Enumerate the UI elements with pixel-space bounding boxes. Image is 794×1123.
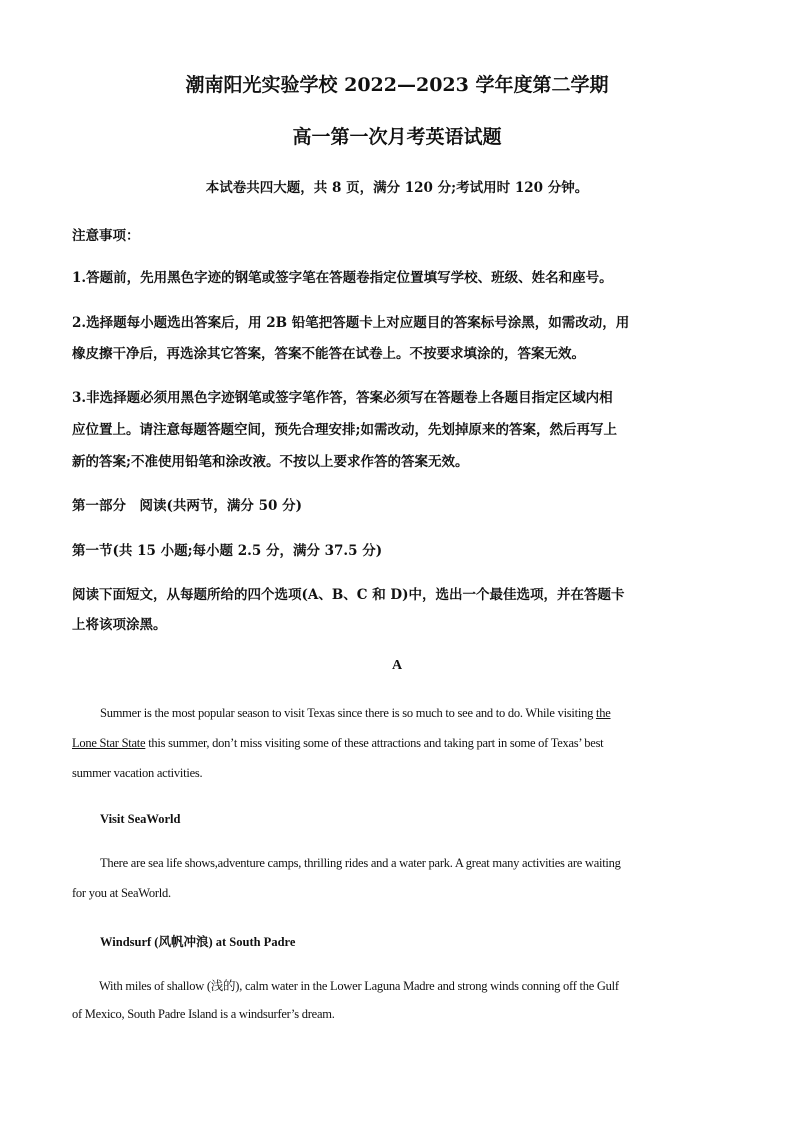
intro-text: Summer is the most popular season to visit Texas since there is so much to see and to do. While visiting — [100, 706, 596, 720]
passage-intro-line-2 — [72, 736, 724, 751]
passage-intro-line-1 — [72, 706, 724, 721]
notice-item-2-line-1: 2.选择题每小题选出答案后，用 2B 铅笔把答题卡上对应题目的答案标号涂黑，如需改动，用 — [72, 315, 630, 331]
windsurf-para-line-1: With miles of shallow (浅的), calm water in the Lower Laguna Madre and strong winds conning off the Gulf — [99, 979, 619, 993]
passage-intro-line-3: summer vacation activities. — [72, 766, 203, 780]
notice-item-3-line-1: 3.非选择题必须用黑色字迹钢笔或签字笔作答，答案必须写在答题卷上各题目指定区域内相 — [72, 390, 613, 406]
notice-heading: 注意事项： — [72, 228, 140, 244]
windsurf-para-line-2: of Mexico, South Padre Island is a windsurfer’s dream. — [72, 1007, 335, 1021]
heading-visit-seaworld: Visit SeaWorld — [100, 812, 181, 826]
lone-star-underlined-2: Lone Star State — [72, 736, 146, 750]
notice-item-2-line-2: 橡皮擦干净后，再选涂其它答案，答案不能答在试卷上。不按要求填涂的，答案无效。 — [72, 346, 585, 362]
intro-text-continued: this summer, don’t miss visiting some of these attractions and taking part in some of Texas’ best — [145, 736, 604, 750]
lone-star-underlined-1: the — [595, 706, 611, 720]
exam-info: 本试卷共四大题，共 8 页，满分 120 分;考试用时 120 分钟。 — [205, 180, 589, 196]
passage-label: A — [391, 658, 403, 673]
notice-item-1: 1.答题前，先用黑色字迹的钢笔或签字笔在答题卷指定位置填写学校、班级、姓名和座号。 — [72, 270, 613, 286]
heading-windsurf: Windsurf (风帆冲浪) at South Padre — [100, 935, 296, 949]
seaworld-para-line-1: There are sea life shows,adventure camps, thrilling rides and a water park. A great many activities are waiting — [100, 856, 621, 870]
exam-name: 高一第一次月考英语试题 — [292, 126, 502, 148]
instructions-line-2: 上将该项涂黑。 — [72, 617, 167, 633]
seaworld-para-line-2: for you at SeaWorld. — [72, 886, 171, 900]
notice-item-3-line-2: 应位置上。请注意每题答题空间，预先合理安排;如需改动，先划掉原来的答案，然后再写上 — [72, 422, 617, 438]
section-one-heading: 第一节(共 15 小题;每小题 2.5 分，满分 37.5 分) — [72, 543, 383, 559]
part-one-heading: 第一部分 阅读(共两节，满分 50 分) — [72, 498, 302, 514]
notice-item-3-line-3: 新的答案;不准使用铅笔和涂改液。不按以上要求作答的答案无效。 — [72, 454, 469, 470]
instructions-line-1: 阅读下面短文，从每题所给的四个选项(A、B、C 和 D)中，选出一个最佳选项，并在答题卡 — [72, 587, 625, 603]
exam-title: 潮南阳光实验学校 2022—2023 学年度第二学期 — [185, 74, 609, 96]
